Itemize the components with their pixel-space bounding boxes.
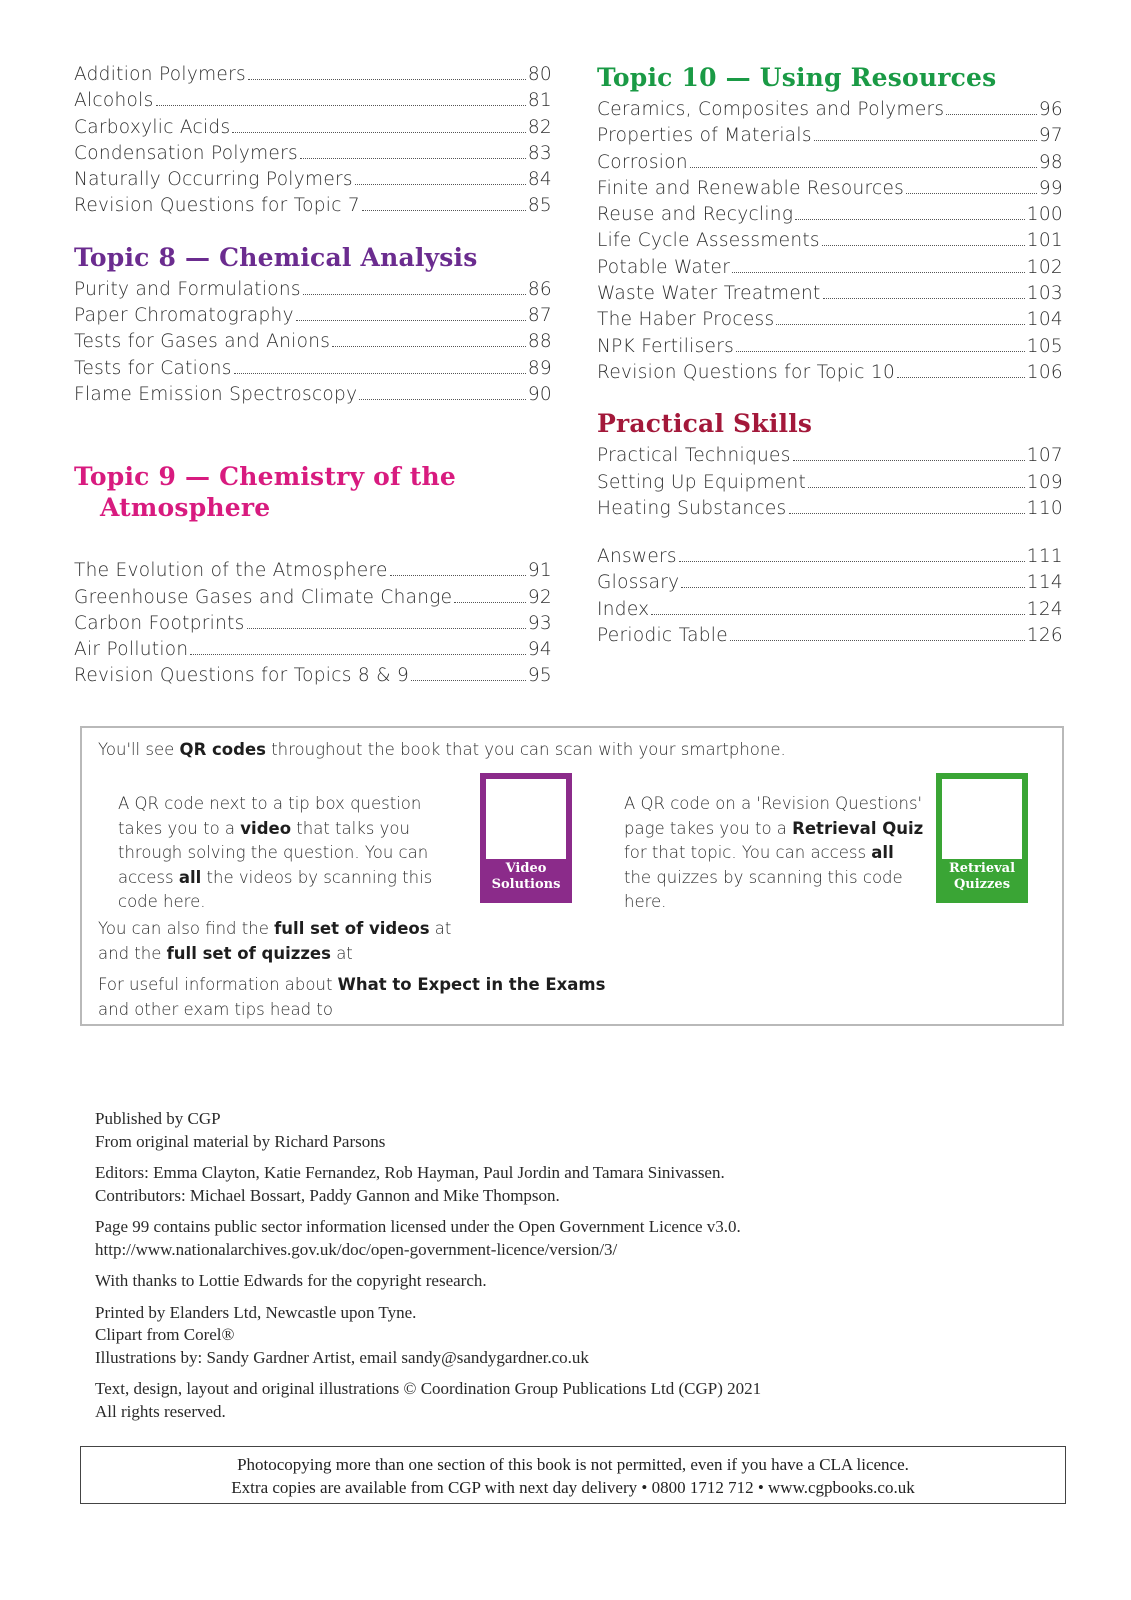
toc-entry-title: Flame Emission Spectroscopy	[74, 383, 358, 405]
toc-entry-title: Tests for Gases and Anions	[74, 331, 331, 353]
qr-left-e: the videos by scanning this code here.	[118, 867, 433, 911]
toc-entry-the-evolution-of-the-atmosphere[interactable]	[74, 558, 552, 584]
practical-skills-title: Practical Skills	[597, 409, 813, 439]
topic-9-title-line1: Topic 9 — Chemistry of the	[74, 462, 457, 492]
toc-section-topic-10	[597, 62, 1063, 386]
toc-entry-greenhouse-gases-and-climate-change[interactable]	[74, 585, 552, 611]
toc-entry-page: 95	[527, 665, 552, 687]
full2-a: and the	[98, 944, 167, 963]
dot-leader	[411, 680, 526, 681]
dot-leader	[156, 105, 526, 106]
toc-entry-the-haber-process[interactable]	[597, 307, 1063, 333]
credits-copyright	[95, 1378, 995, 1423]
toc-section-topic-8	[74, 242, 552, 408]
toc-entry-corrosion[interactable]	[597, 150, 1063, 176]
toc-entry-page: 84	[527, 169, 552, 191]
toc-entry-page: 94	[527, 639, 552, 661]
dot-leader	[454, 602, 526, 603]
toc-entry-title: The Haber Process	[597, 309, 775, 331]
toc-entry-title: Purity and Formulations	[74, 278, 301, 300]
dot-leader	[814, 140, 1037, 141]
topic-9-title	[74, 430, 552, 554]
dot-leader	[303, 294, 526, 295]
illustrations: Illustrations by: Sandy Gardner Artist, email sandy@sandygardner.co.uk	[95, 1347, 589, 1367]
dot-leader	[232, 132, 525, 133]
contributors: Contributors: Michael Bossart, Paddy Gannon and Mike Thompson.	[95, 1185, 560, 1205]
dot-leader	[736, 351, 1025, 352]
dot-leader	[390, 575, 526, 576]
toc-entry-title: Finite and Renewable Resources	[597, 177, 905, 199]
toc-entry-tests-for-gases-and-anions[interactable]	[74, 329, 552, 355]
toc-entry-naturally-occurring-polymers[interactable]	[74, 167, 552, 193]
qr-full-sets-text	[98, 916, 451, 966]
toc-entry-page: 89	[527, 357, 552, 379]
full-videos-line	[98, 916, 451, 941]
dot-leader	[234, 373, 526, 374]
toc-section-topic-9	[74, 430, 552, 689]
dot-leader	[823, 298, 1025, 299]
video-solutions-label: Video Solutions	[486, 859, 566, 897]
info-a: For useful information about	[98, 975, 338, 994]
toc-entry-title: Waste Water Treatment	[597, 283, 821, 305]
toc-entry-page: 100	[1026, 204, 1063, 226]
credits-licence	[95, 1216, 995, 1261]
toc-entry-page: 107	[1026, 445, 1063, 467]
toc-entry-revision-questions-for-topics-8-9[interactable]	[74, 663, 552, 689]
dot-leader	[681, 587, 1024, 588]
dot-leader	[248, 79, 526, 80]
toc-entry-carboxylic-acids[interactable]	[74, 115, 552, 141]
topic-8-title: Topic 8 — Chemical Analysis	[74, 242, 478, 272]
toc-entry-answers[interactable]	[597, 544, 1063, 570]
credits-thanks	[95, 1270, 995, 1293]
dot-leader	[906, 193, 1037, 194]
info-b: What to Expect in the Exams	[337, 975, 606, 994]
full2-c: at	[330, 944, 353, 963]
toc-entry-page: 124	[1026, 598, 1063, 620]
clipart: Clipart from Corel®	[95, 1325, 235, 1344]
qr-intro-c: throughout the book that you can scan with your smartphone.	[265, 740, 786, 759]
toc-entry-page: 83	[527, 142, 552, 164]
credits-editors	[95, 1162, 995, 1207]
toc-entry-air-pollution[interactable]	[74, 637, 552, 663]
full1-a: You can also find the	[98, 919, 275, 938]
toc-entry-life-cycle-assessments[interactable]	[597, 228, 1063, 254]
toc-entry-page: 93	[527, 612, 552, 634]
toc-entry-title: Reuse and Recycling	[597, 204, 794, 226]
dot-leader	[359, 399, 526, 400]
retrieval-quizzes-qr-code[interactable]	[936, 773, 1028, 903]
qr-code-image	[942, 779, 1022, 859]
toc-entry-condensation-polymers[interactable]	[74, 141, 552, 167]
toc-entry-title: Greenhouse Gases and Climate Change	[74, 586, 453, 608]
toc-entry-title: Ceramics, Composites and Polymers	[597, 99, 945, 120]
toc-entry-glossary[interactable]	[597, 570, 1063, 596]
qr-video-description	[118, 792, 470, 915]
toc-entry-page: 86	[527, 278, 552, 300]
toc-entry-title: The Evolution of the Atmosphere	[74, 560, 388, 582]
dot-leader	[355, 184, 526, 185]
toc-entry-purity-and-formulations[interactable]	[74, 277, 552, 303]
toc-entry-title: Carbon Footprints	[74, 612, 245, 634]
dot-leader	[789, 513, 1025, 514]
original-material: From original material by Richard Parsons	[95, 1131, 386, 1151]
qr-right-b: Retrieval Quiz	[792, 818, 924, 838]
qr-left-d: all	[178, 867, 202, 887]
toc-entry-title: Air Pollution	[74, 639, 189, 661]
full2-b: full set of quizzes	[166, 944, 331, 963]
printed-by: Printed by Elanders Ltd, Newcastle upon Tyne.	[95, 1302, 417, 1322]
full-quizzes-line	[98, 941, 451, 966]
toc-entry-title: Tests for Cations	[74, 357, 232, 379]
toc-entry-page: 82	[527, 116, 552, 138]
qr-left-b: video	[240, 818, 292, 838]
toc-entry-page: 101	[1026, 230, 1063, 252]
info-c: and other exam tips head to	[98, 1000, 333, 1019]
licence-text: Page 99 contains public sector information licensed under the Open Government Licence v3.0.	[95, 1217, 741, 1236]
toc-entry-page: 85	[527, 195, 552, 217]
toc-entry-page: 99	[1038, 177, 1063, 199]
dot-leader	[679, 561, 1025, 562]
dot-leader	[732, 272, 1025, 273]
toc-entry-periodic-table[interactable]	[597, 623, 1063, 649]
toc-entry-title: Setting Up Equipment	[597, 471, 807, 493]
toc-entry-title: Revision Questions for Topics 8 & 9	[74, 665, 410, 687]
toc-entry-page: 81	[527, 90, 552, 112]
toc-entry-page: 80	[527, 64, 552, 85]
dot-leader	[808, 487, 1025, 488]
toc-entry-page: 102	[1026, 256, 1063, 278]
dot-leader	[296, 320, 526, 321]
toc-entry-title: Index	[597, 598, 650, 620]
toc-entry-page: 87	[527, 305, 552, 327]
toc-section-topic-7	[74, 62, 552, 220]
toc-entry-flame-emission-spectroscopy[interactable]	[74, 382, 552, 408]
qr-right-c: for that topic. You can access	[624, 843, 872, 862]
toc-entry-waste-water-treatment[interactable]	[597, 281, 1063, 307]
qr-right-d: all	[871, 843, 894, 862]
exam-info-text	[98, 972, 618, 1022]
credits-printing	[95, 1302, 995, 1370]
publication-credits	[95, 1108, 995, 1432]
toc-entry-title: Potable Water	[597, 256, 731, 278]
toc-entry-title: Properties of Materials	[597, 125, 812, 147]
toc-entry-page: 96	[1038, 99, 1063, 120]
toc-entry-title: Life Cycle Assessments	[597, 230, 820, 252]
dot-leader	[793, 460, 1025, 461]
toc-entry-page: 88	[527, 331, 552, 353]
full1-b: full set of videos	[274, 919, 430, 938]
footer-notice	[80, 1446, 1066, 1504]
toc-entry-revision-questions-for-topic-10[interactable]	[597, 360, 1063, 386]
toc-entry-page: 105	[1026, 335, 1063, 357]
dot-leader	[300, 158, 526, 159]
rights-reserved: All rights reserved.	[95, 1401, 226, 1421]
toc-entry-paper-chromatography[interactable]	[74, 303, 552, 329]
video-solutions-qr-code[interactable]	[480, 773, 572, 903]
toc-entry-title: Answers	[597, 546, 677, 568]
toc-entry-npk-fertilisers[interactable]	[597, 334, 1063, 360]
dot-leader	[247, 628, 526, 629]
retrieval-quizzes-label: Retrieval Quizzes	[942, 859, 1022, 897]
toc-entry-potable-water[interactable]	[597, 255, 1063, 281]
toc-entry-index[interactable]	[597, 597, 1063, 623]
toc-entry-reuse-and-recycling[interactable]	[597, 202, 1063, 228]
toc-entry-properties-of-materials[interactable]	[597, 123, 1063, 149]
licence-url: http://www.nationalarchives.gov.uk/doc/open-government-licence/version/3/	[95, 1239, 618, 1259]
toc-right-column	[597, 62, 1063, 671]
dot-leader	[730, 640, 1025, 641]
toc-entry-page: 126	[1026, 625, 1063, 647]
toc-entry-title: Heating Substances	[597, 497, 787, 519]
footer-line2: Extra copies are available from CGP with next day delivery • 0800 1712 712 • www.cgpbooks.co.uk	[231, 1478, 915, 1497]
toc-entry-title: Revision Questions for Topic 10	[597, 361, 896, 383]
toc-entry-page: 104	[1026, 309, 1063, 331]
toc-entry-title: Condensation Polymers	[74, 142, 298, 164]
credits-publisher	[95, 1108, 995, 1153]
toc-entry-page: 114	[1026, 572, 1063, 594]
dot-leader	[690, 167, 1037, 168]
toc-entry-title: Paper Chromatography	[74, 305, 294, 327]
topic-10-title: Topic 10 — Using Resources	[597, 63, 997, 92]
dot-leader	[897, 377, 1025, 378]
dot-leader	[776, 324, 1024, 325]
toc-entry-page: 97	[1038, 125, 1063, 147]
toc-section-back-matter	[597, 544, 1063, 649]
toc-entry-addition-polymers[interactable]	[74, 62, 552, 88]
dot-leader	[946, 114, 1036, 115]
qr-code-image	[486, 779, 566, 859]
editors: Editors: Emma Clayton, Katie Fernandez, Rob Hayman, Paul Jordin and Tamara Sinivassen.	[95, 1163, 725, 1182]
qr-left-c: that talks you through solving the question. You can access	[118, 818, 429, 887]
toc-entry-practical-techniques[interactable]	[597, 443, 1063, 469]
qr-left-a: A QR code next to a tip box question takes you to a	[118, 794, 422, 838]
toc-entry-page: 110	[1026, 497, 1063, 519]
qr-right-e: the quizzes by scanning this code here.	[624, 867, 903, 911]
dot-leader	[651, 614, 1024, 615]
topic-9-title-line2: Atmosphere	[100, 493, 271, 523]
toc-entry-title: Naturally Occurring Polymers	[74, 169, 353, 191]
toc-entry-setting-up-equipment[interactable]	[597, 470, 1063, 496]
toc-entry-title: Glossary	[597, 572, 680, 594]
toc-entry-title: Alcohols	[74, 90, 154, 112]
toc-entry-page: 103	[1026, 283, 1063, 305]
toc-entry-carbon-footprints[interactable]	[74, 611, 552, 637]
toc-entry-title: Revision Questions for Topic 7	[74, 195, 360, 217]
qr-intro-b: QR codes	[179, 740, 266, 759]
toc-entry-page: 92	[527, 586, 552, 608]
qr-right-a: A QR code on a 'Revision Questions' page takes you to a	[624, 794, 923, 838]
published-by: Published by CGP	[95, 1109, 221, 1128]
toc-entry-page: 98	[1038, 151, 1063, 173]
footer-line1: Photocopying more than one section of this book is not permitted, even if you have a CLA licence.	[237, 1455, 909, 1474]
toc-entry-title: NPK Fertilisers	[597, 335, 735, 357]
dot-leader	[795, 219, 1025, 220]
toc-entry-title: Carboxylic Acids	[74, 116, 231, 138]
qr-info-box	[80, 726, 1064, 1026]
qr-intro-text	[98, 740, 786, 759]
toc-entry-title: Corrosion	[597, 151, 688, 173]
toc-entry-title: Periodic Table	[597, 625, 728, 647]
dot-leader	[190, 654, 525, 655]
toc-left-column	[74, 62, 552, 712]
toc-entry-title: Practical Techniques	[597, 445, 791, 467]
toc-entry-page: 111	[1026, 546, 1063, 568]
toc-entry-page: 106	[1026, 361, 1063, 383]
toc-entry-tests-for-cations[interactable]	[74, 356, 552, 382]
dot-leader	[822, 245, 1025, 246]
thanks: With thanks to Lottie Edwards for the copyright research.	[95, 1271, 487, 1290]
dot-leader	[332, 346, 526, 347]
toc-entry-heating-substances[interactable]	[597, 496, 1063, 522]
qr-intro-a: You'll see	[98, 740, 180, 759]
toc-entry-page: 91	[527, 560, 552, 582]
dot-leader	[362, 210, 526, 211]
toc-section-practical-skills	[597, 408, 1063, 522]
toc-entry-title: Addition Polymers	[74, 64, 246, 85]
toc-entry-finite-and-renewable-resources[interactable]	[597, 176, 1063, 202]
toc-entry-page: 90	[527, 383, 552, 405]
toc-entry-ceramics-composites-and-polymers[interactable]	[597, 97, 1063, 123]
qr-quiz-description	[624, 792, 924, 915]
toc-entry-revision-questions-for-topic-7[interactable]	[74, 193, 552, 219]
toc-entry-page: 109	[1026, 471, 1063, 493]
copyright: Text, design, layout and original illustrations © Coordination Group Publications Ltd (CGP) 2021	[95, 1379, 762, 1398]
full1-c: at	[429, 919, 452, 938]
toc-entry-alcohols[interactable]	[74, 88, 552, 114]
